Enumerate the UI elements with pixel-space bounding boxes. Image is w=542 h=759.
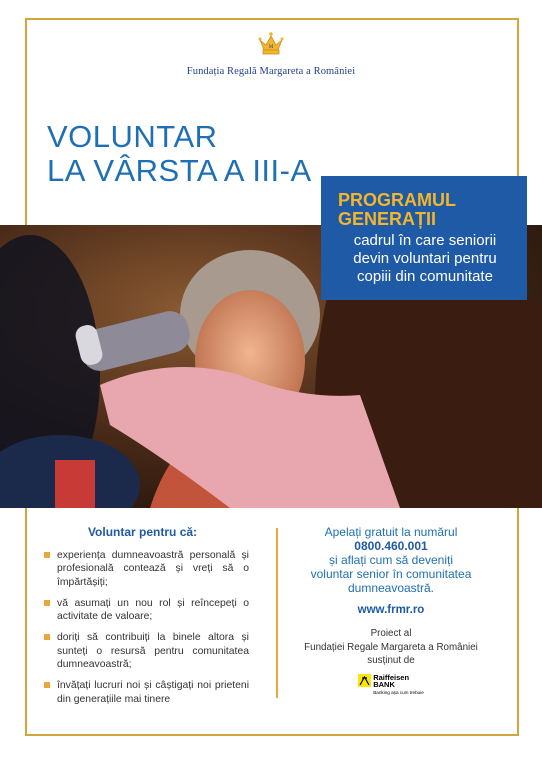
info-line-3: dumneavoastră.	[347, 581, 435, 595]
reasons-list	[44, 549, 249, 706]
list-item	[44, 549, 249, 589]
program-description	[327, 232, 523, 286]
phone-number[interactable]: 0800.460.001	[354, 539, 428, 553]
bullet-square-icon	[44, 600, 50, 606]
bullet-square-icon	[44, 682, 50, 688]
project-line-2: Fundației Regale Margareta a României	[304, 641, 478, 653]
raiffeisen-gable-icon	[358, 674, 371, 687]
column-divider	[276, 528, 278, 698]
title-line-1: VOLUNTAR	[47, 119, 218, 154]
info-line-1: și aflați cum să deveniți	[328, 553, 454, 567]
project-credit	[286, 627, 496, 668]
sponsor-tagline: Banking așa cum trebuie	[373, 689, 424, 695]
sponsor-name-line-1: Raiffeisen	[373, 672, 410, 682]
list-item-text: doriți să contribuiți la binele altora și sunteți o resursă pentru comunitatea dumneavoastră;	[57, 632, 249, 671]
program-heading-line-1: PROGRAMUL	[338, 190, 456, 210]
page-title	[47, 120, 312, 188]
list-item-text: vă asumați un nou rol și reîncepeți o activitate de valoare;	[57, 597, 249, 623]
royal-crown-icon	[256, 30, 286, 60]
sponsor-text	[373, 674, 424, 695]
list-item	[44, 597, 249, 624]
bullet-square-icon	[44, 552, 50, 558]
sponsor-logo	[358, 674, 424, 695]
reasons-heading: Voluntar pentru că:	[87, 525, 198, 539]
program-heading-line-2: GENERAȚII	[338, 209, 437, 229]
list-item-text: experiența dumneavoastră personală și profesională contează și vreți să o împărtășiți;	[57, 550, 249, 588]
project-line-3: susținut de	[367, 655, 415, 666]
list-item	[44, 631, 249, 671]
program-heading	[338, 191, 456, 229]
program-desc-line-3: copiii din comunitate	[357, 268, 493, 285]
list-item-text: învățați lucruri noi și câștigați noi prieteni din generațiile mai tinere	[57, 680, 249, 705]
title-line-2: LA VÂRSTA A III-A	[47, 153, 312, 188]
sponsor-name-line-2: BANK	[373, 680, 395, 689]
reasons-section	[44, 525, 249, 714]
program-desc-line-2: devin voluntari pentru	[353, 250, 497, 267]
foundation-logo	[0, 30, 542, 77]
bullet-square-icon	[44, 634, 50, 640]
svg-text:M: M	[268, 45, 274, 50]
contact-section	[286, 525, 496, 695]
list-item	[44, 679, 249, 706]
project-line-1: Proiect al	[370, 628, 412, 639]
program-desc-line-1: cadrul în care seniorii	[353, 232, 497, 249]
program-box	[321, 176, 527, 300]
foundation-name: Fundația Regală Margareta a României	[186, 66, 356, 77]
website-link[interactable]: www.frmr.ro	[357, 604, 425, 616]
call-text: Apelați gratuit la numărul	[324, 525, 458, 539]
info-line-2: voluntar senior în comunitatea	[310, 567, 472, 581]
